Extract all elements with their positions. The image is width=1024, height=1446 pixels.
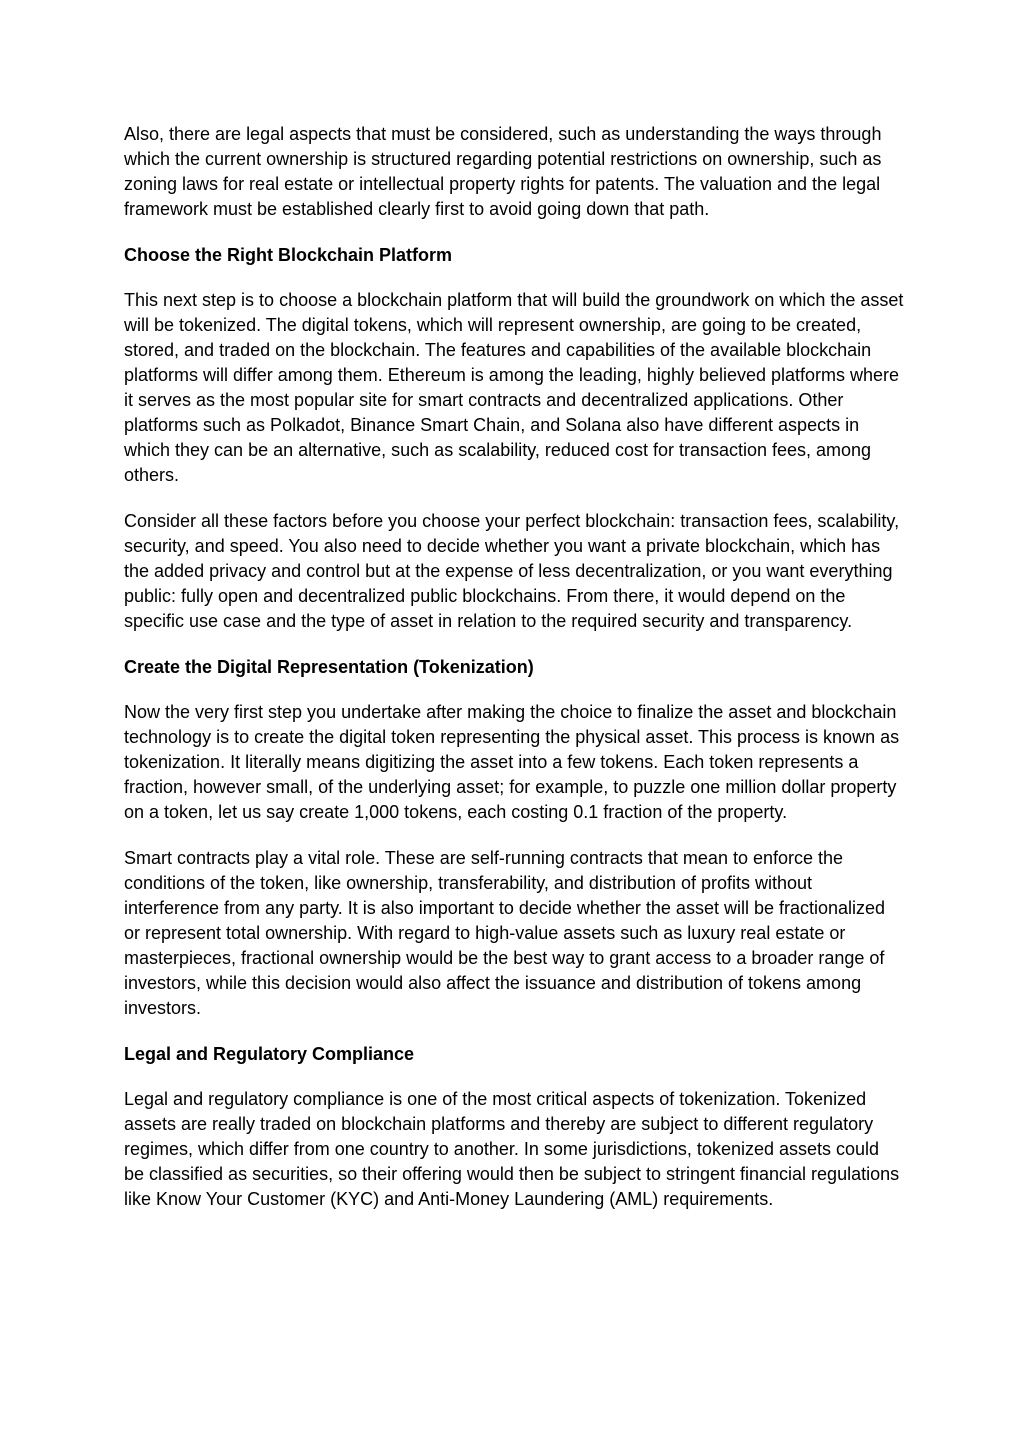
- paragraph-smart-contracts: Smart contracts play a vital role. These are self-running contracts that mean to enforce the conditions of the token, like ownership, transferability, and distribution of profits without interference from any party. It is also important to decide whether the asset will be fractionalized or represent total ownership. With regard to high-value assets such as luxury real estate or masterpieces, fractional ownership would be the best way to grant access to a broader range of investors, while this decision would also affect the issuance and distribution of tokens among investors.: [124, 848, 886, 1018]
- paragraph-regulatory-compliance: Legal and regulatory compliance is one of the most critical aspects of tokenization. Tokenized assets are really traded on blockchain platforms and thereby are subject to different regulatory regimes, which differ from one country to another. In some jurisdictions, tokenized assets could be classified as securities, so their offering would then be subject to stringent financial regulations like Know Your Customer (KYC) and Anti-Money Laundering (AML) requirements.: [124, 1089, 900, 1209]
- paragraph-blockchain-platform: This next step is to choose a blockchain platform that will build the groundwork on which the asset will be tokenized. The digital tokens, which will represent ownership, are going to be created, stored, and traded on the blockchain. The features and capabilities of the available blockchain platforms will differ among them. Ethereum is among the leading, highly believed platforms where it serves as the most popular site for smart contracts and decentralized applications. Other platforms such as Polkadot, Binance Smart Chain, and Solana also have different aspects in which they can be an alternative, such as scalability, reduced cost for transaction fees, among others.: [124, 290, 904, 485]
- heading-choose-blockchain-platform: Choose the Right Blockchain Platform: [124, 245, 453, 265]
- paragraph-legal-aspects: Also, there are legal aspects that must be considered, such as understanding the ways through which the current ownership is structured regarding potential restrictions on ownership, such as zoning laws for real estate or intellectual property rights for patents. The valuation and the legal framework must be established clearly first to avoid going down that path.: [124, 124, 882, 219]
- document-page: [124, 122, 904, 1233]
- paragraph-tokenization: Now the very first step you undertake after making the choice to finalize the asset and blockchain technology is to create the digital token representing the physical asset. This process is known as tokenization. It literally means digitizing the asset into a few tokens. Each token represents a fraction, however small, of the underlying asset; for example, to puzzle one million dollar property on a token, let us say create 1,000 tokens, each costing 0.1 fraction of the property.: [124, 702, 900, 822]
- heading-legal-regulatory-compliance: Legal and Regulatory Compliance: [124, 1044, 415, 1064]
- heading-create-digital-representation: Create the Digital Representation (Tokenization): [124, 657, 534, 677]
- paragraph-blockchain-factors: Consider all these factors before you choose your perfect blockchain: transaction fees, scalability, security, and speed. You also need to decide whether you want a private blockchain, which has the added privacy and control but at the expense of less decentralization, or you want everything public: fully open and decentralized public blockchains. From there, it would depend on the specific use case and the type of asset in relation to the required security and transparency.: [124, 511, 900, 631]
